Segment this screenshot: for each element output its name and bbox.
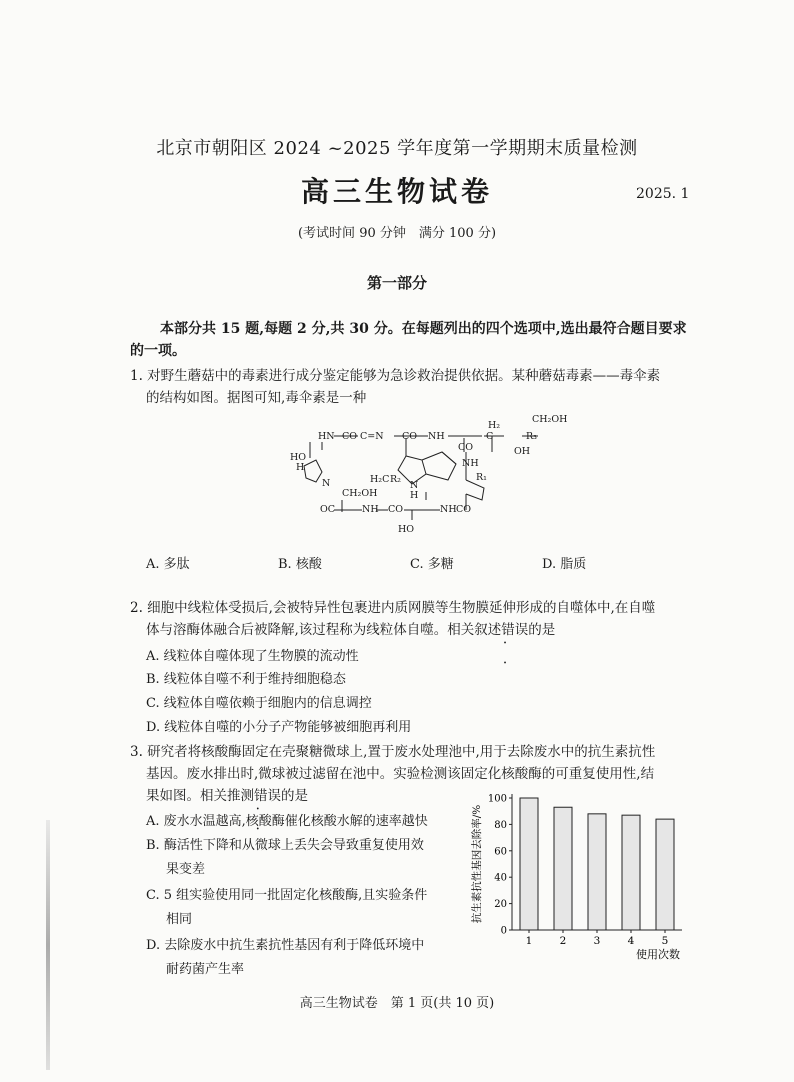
struct-label: N — [410, 480, 419, 491]
x-tick-label: 5 — [661, 935, 669, 947]
struct-label: CO — [402, 431, 418, 442]
struct-label: R₁ — [476, 472, 487, 483]
struct-label: H₂ — [488, 420, 501, 431]
q3-option-d-cont: 耐药菌产生率 — [166, 962, 245, 977]
bar — [554, 807, 572, 930]
q3-emphasis: 错误 • • — [254, 788, 281, 804]
x-axis-label: 使用次数 — [636, 948, 680, 961]
q2-option-a[interactable]: A. 线粒体自噬体现了生物膜的流动性 — [146, 649, 359, 664]
bar — [622, 815, 640, 930]
bar — [520, 798, 538, 930]
exam-info: (考试时间 90 分钟 满分 100 分) — [297, 226, 497, 241]
q1-stem-cont: 的结构如图。据图可知,毒伞素是一种 — [146, 390, 367, 406]
q3-option-b[interactable]: B. 酶活性下降和从微球上丢失会导致重复使用效 — [146, 838, 424, 853]
part-title: 第一部分 — [366, 274, 427, 292]
struct-label: NH — [428, 431, 445, 442]
q1-option-b[interactable]: B. 核酸 — [278, 557, 322, 572]
y-tick-label: 40 — [494, 872, 507, 884]
struct-label: CO — [458, 442, 474, 453]
y-tick-label: 0 — [500, 925, 507, 937]
q1-option-a[interactable]: A. 多肽 — [146, 557, 190, 572]
struct-label: CO — [456, 504, 472, 515]
q2-option-b[interactable]: B. 线粒体自噬不利于维持细胞稳态 — [146, 672, 346, 687]
struct-label: OC — [320, 504, 336, 515]
struct-label: OH — [514, 446, 531, 457]
struct-label: R₃ — [526, 431, 537, 442]
q2-emphasis: 错误 • • — [501, 622, 528, 638]
q3-option-a[interactable]: A. 废水水温越高,核酸酶催化核酸水解的速率越快 — [146, 814, 428, 829]
q3-stem-cont2: 果如图。相关推测错误 • •的是 — [146, 786, 308, 806]
struct-label: CH₂OH — [532, 414, 568, 425]
struct-label: H — [296, 462, 305, 473]
struct-label: CH₂OH — [342, 488, 378, 499]
q1-stem: 1. 对野生蘑菇中的毒素进行成分鉴定能够为急诊救治提供依据。某种蘑菇毒素——毒伞素 — [130, 368, 661, 384]
bar — [588, 814, 606, 930]
struct-label: R₂ — [390, 474, 401, 485]
q3-option-b-cont: 果变差 — [166, 862, 206, 877]
y-tick-label: 20 — [494, 899, 507, 911]
struct-label: N — [322, 478, 331, 489]
exam-title: 高三生物试卷 — [300, 175, 493, 208]
x-tick-label: 2 — [559, 935, 567, 947]
bar — [656, 819, 674, 930]
q1-option-c[interactable]: C. 多糖 — [410, 557, 454, 572]
y-tick-label: 60 — [494, 846, 507, 858]
q1-structure-diagram — [276, 408, 576, 548]
q2-stem-cont: 体与溶酶体融合后被降解,该过程称为线粒体自噬。相关叙述错误 • •的是 — [146, 620, 555, 640]
q2-stem: 2. 细胞中线粒体受损后,会被特异性包裹进内质网膜等生物膜延伸形成的自噬体中,在自噬 — [130, 600, 656, 616]
y-axis-label: 抗生素抗性基因去除率/% — [471, 804, 483, 924]
q3-option-d[interactable]: D. 去除废水中抗生素抗性基因有利于降低环境中 — [146, 938, 425, 953]
y-tick-label: 100 — [487, 793, 507, 805]
q2-option-c[interactable]: C. 线粒体自噬依赖于细胞内的信息调控 — [146, 696, 372, 711]
scan-edge — [46, 820, 50, 1070]
part-instructions-cont: 的一项。 — [130, 343, 186, 359]
x-tick-label: 4 — [627, 935, 635, 947]
q3-stem-cont: 基因。废水排出时,微球被过滤留在池中。实验检测该固定化核酸酶的可重复使用性,结 — [146, 766, 655, 782]
struct-label: NH — [440, 504, 457, 515]
struct-label: H — [410, 490, 419, 501]
struct-label: H₂C — [370, 474, 390, 485]
struct-label: HO — [290, 452, 307, 463]
q1-option-d[interactable]: D. 脂质 — [542, 557, 587, 572]
exam-subtitle: 北京市朝阳区 2024 ~2025 学年度第一学期期末质量检测 — [156, 138, 638, 159]
struct-label: HN — [318, 431, 335, 442]
struct-label: C=N — [360, 431, 384, 442]
q3-option-c[interactable]: C. 5 组实验使用同一批固定化核酸酶,且实验条件 — [146, 888, 428, 903]
struct-label: HO — [398, 524, 415, 535]
struct-label: CO — [342, 431, 358, 442]
q3-bar-chart — [470, 786, 690, 964]
struct-label: CO — [388, 504, 404, 515]
exam-date: 2025. 1 — [636, 186, 690, 202]
x-tick-label: 1 — [525, 935, 533, 947]
x-tick-label: 3 — [593, 935, 601, 947]
q2-option-d[interactable]: D. 线粒体自噬的小分子产物能够被细胞再利用 — [146, 720, 412, 735]
q3-option-c-cont: 相同 — [166, 912, 193, 927]
struct-label: C — [486, 431, 494, 442]
q1-options — [146, 553, 706, 572]
part-instructions: 本部分共 15 题,每题 2 分,共 30 分。在每题列出的四个选项中,选出最符合题目要求 — [160, 321, 687, 337]
struct-label: NH — [462, 458, 479, 469]
struct-label: NH — [362, 504, 379, 515]
y-tick-label: 80 — [494, 819, 507, 831]
page-footer: 高三生物试卷 第 1 页(共 10 页) — [299, 996, 495, 1011]
q3-stem: 3. 研究者将核酸酶固定在壳聚糖微球上,置于废水处理池中,用于去除废水中的抗生素抗性 — [130, 744, 656, 760]
